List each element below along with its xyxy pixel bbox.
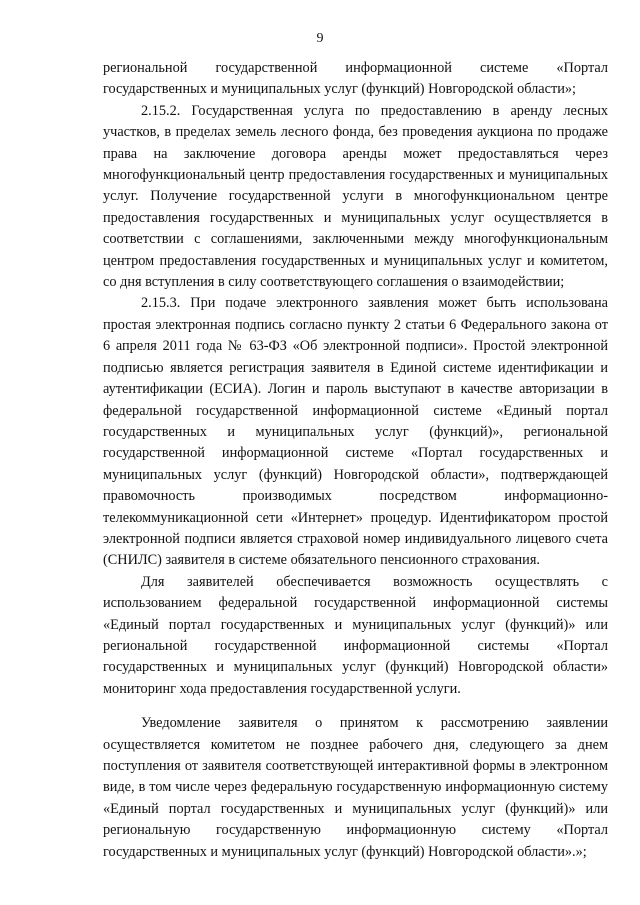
paragraph-continuation: региональной государственной информационной системе «Портал государственных и муниципальных услуг (функций) Новгородской области»; xyxy=(103,60,608,98)
document-body xyxy=(103,58,608,863)
paragraph-2-15-3: 2.15.3. При подаче электронного заявления может быть использована простая электронная подпись согласно пункту 2 статьи 6 Федерального закона от 6 апреля 2011 года № 63-ФЗ «Об электронной подписи». Простой электронной подписью является регистрация заявителя в Единой системе идентификации и аутентификации (ЕСИА). Логин и пароль выступают в качестве авторизации в федеральной государственной информационной системе «Единый портал государственных и муниципальных услуг (функций)», региональной государственной информационной системе «Портал государственных и муниципальных услуг (функций) Новгородской области», подтверждающей правомочность производимых посредством информационно-телекоммуникационной сети «Интернет» процедур. Идентификатором простой электронной подписи является страховой номер индивидуального лицевого счета (СНИЛС) заявителя в системе обязательного пенсионного страхования. xyxy=(103,295,608,569)
paragraph-notification: Уведомление заявителя о принятом к рассмотрению заявлении осуществляется комитетом не позднее рабочего дня, следующего за днем поступления от заявителя соответствующей интерактивной формы в электронном виде, в том числе через федеральную государственную информационную систему «Единый портал государственных и муниципальных услуг (функций)» или региональную государственную информационную систему «Портал государственных и муниципальных услуг (функций) Новгородской области».»; xyxy=(103,715,608,860)
paragraph-monitoring: Для заявителей обеспечивается возможность осуществлять с использованием федеральной государственной информационной системы «Единый портал государственных и муниципальных услуг (функций)» или региональной государственной информационной системы «Портал государственных и муниципальных услуг (функций) Новгородской области» мониторинг хода предоставления государственной услуги. xyxy=(103,573,608,697)
page-number: 9 xyxy=(316,31,324,46)
paragraph-2-15-2: 2.15.2. Государственная услуга по предоставлению в аренду лесных участков, в пределах земель лесного фонда, без проведения аукциона по продаже права на заключение договора аренды может предоставляться через многофункциональный центр предоставления государственных и муниципальных услуг. Получение государственной услуги в многофункциональном центре предоставления государственных и муниципальных услуг осуществляется в соответствии с соглашениями, заключенными между многофункциональным центром предоставления государственных и муниципальных услуг и комитетом, со дня вступления в силу соответствующего соглашения о взаимодействии; xyxy=(103,102,608,291)
